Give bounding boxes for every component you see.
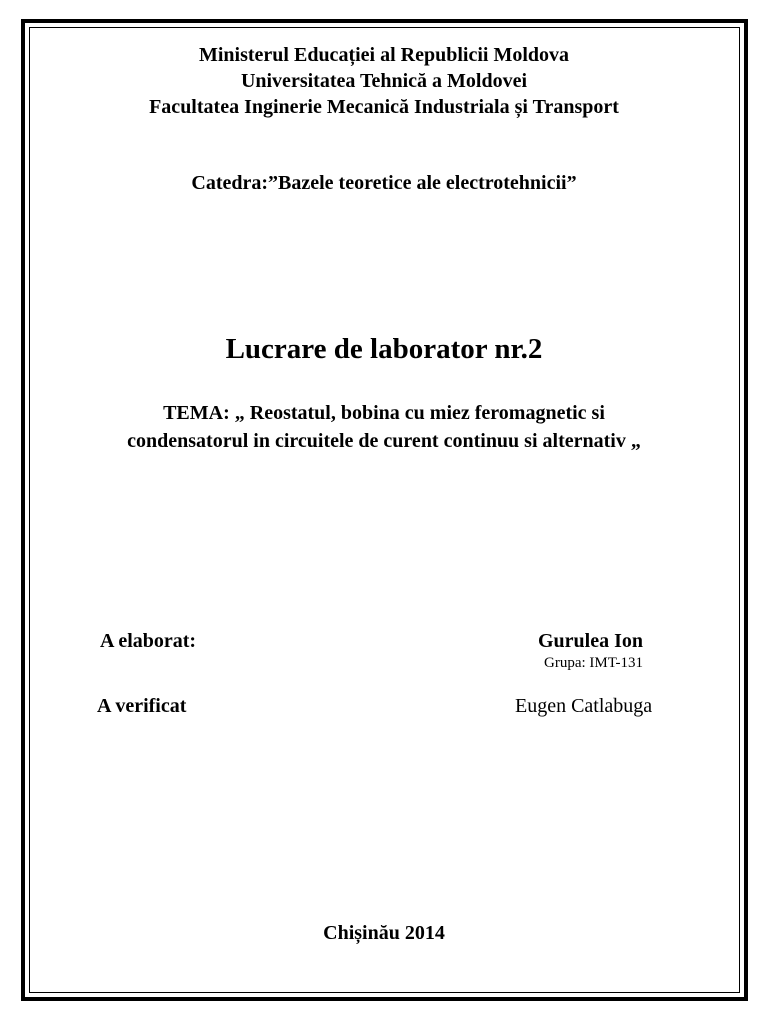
ministry-heading: Ministerul Educației al Republicii Moldova (198, 44, 569, 66)
elaborated-name: Gurulea Ion (538, 630, 644, 652)
university-heading: Universitatea Tehnică a Moldovei (240, 70, 528, 92)
faculty-heading: Facultatea Inginerie Mecanică Industriala și Transport (149, 96, 619, 118)
group-label: Grupa: IMT-131 (544, 655, 644, 671)
department-line: Catedra:”Bazele teoretice ale electrotehnicii” (191, 172, 577, 194)
elaborated-label: A elaborat: (100, 630, 197, 652)
verified-label: A verificat (97, 695, 187, 717)
topic-line-2: condensatorul in circuitele de curent continuu si alternativ „ (127, 430, 641, 452)
document-title: Lucrare de laborator nr.2 (225, 333, 543, 365)
verified-name: Eugen Catlabuga (515, 695, 653, 717)
city-year: Chișinău 2014 (323, 922, 445, 944)
topic-line-1: TEMA: „ Reostatul, bobina cu miez feromagnetic si (163, 402, 605, 424)
